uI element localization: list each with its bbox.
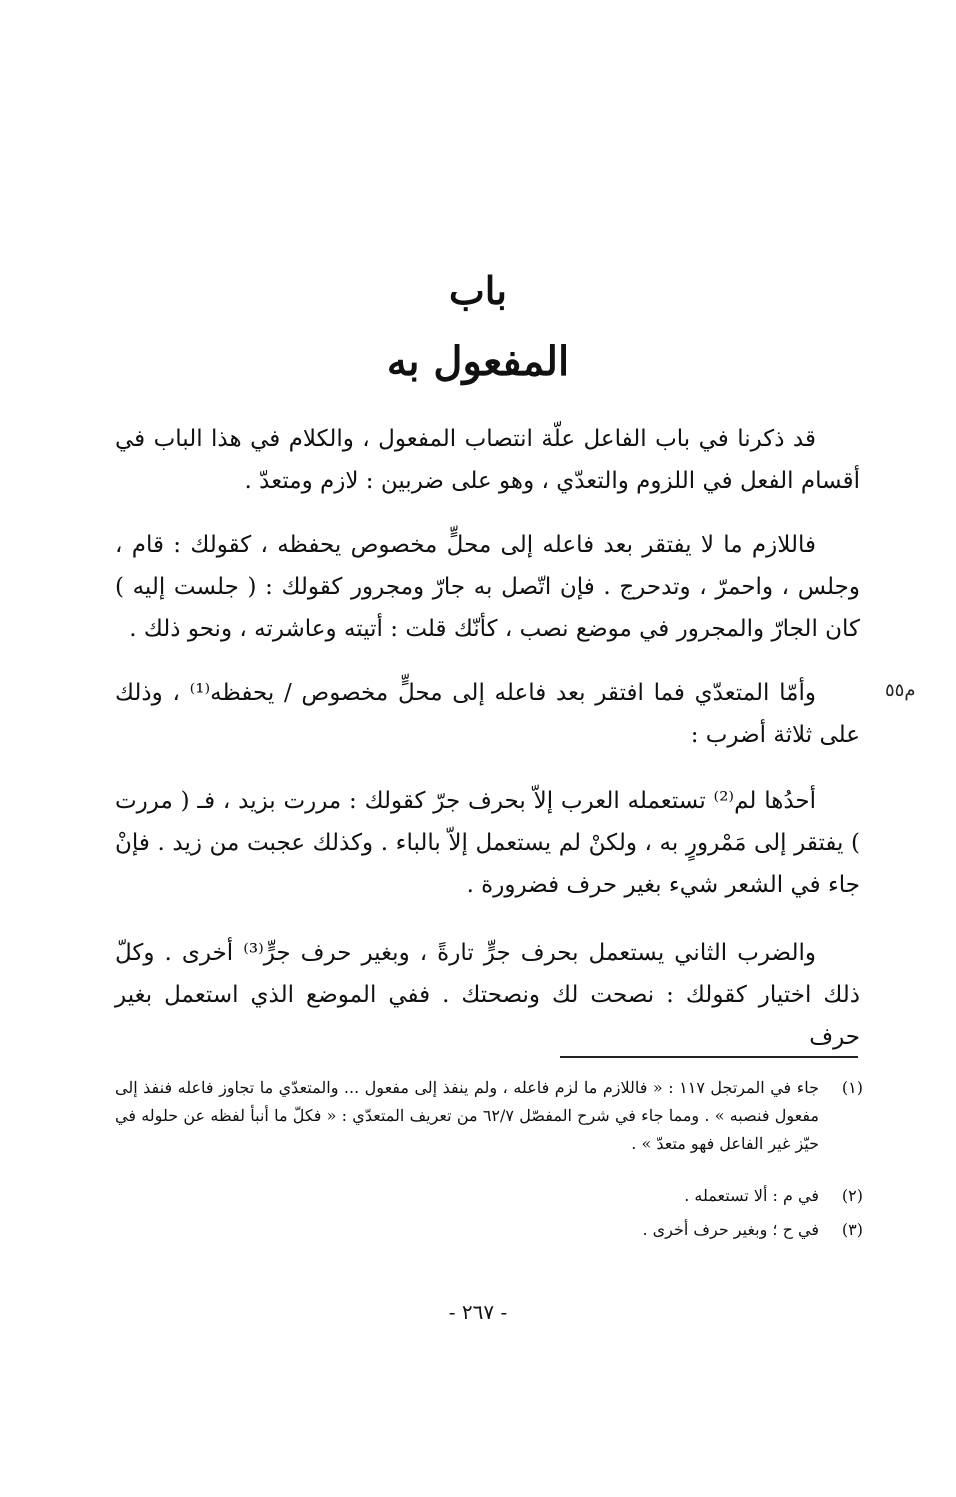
footnote-text: في ح ؛ وبغير حرف أخرى . [642, 1220, 819, 1239]
paragraph-4 [115, 780, 860, 906]
chapter-heading-line1: باب [449, 268, 507, 313]
paragraph-1-text: قد ذكرنا في باب الفاعل علّة انتصاب المفعول ، والكلام في هذا الباب في أقسام الفعل في اللزوم والتعدّي ، وهو على ضربين : لازم ومتعدّ . [115, 426, 860, 494]
manuscript-margin-note: م٥٥ [885, 680, 916, 701]
chapter-heading-line2: المفعول به [386, 338, 570, 385]
footnote-text: جاء في المرتجل ١١٧ : « فاللازم ما لزم فاعله ، ولم ينفذ إلى مفعول ... والمتعدّي ما تجاوز فاعله فنفذ إلى مفعول فنصبه » . ومما جاء في شرح المفصّل ٦٢/٧ من تعريف المتعدّي : « فكلّ ما أنبأ لفظه عن حلوله في حيّز غير الفاعل فهو متعدّ » . [115, 1078, 819, 1153]
footnote-2 [115, 1182, 863, 1210]
paragraph-3-text: وأمّا المتعدّي فما افتقر بعد فاعله إلى محلٍّ مخصوص / يحفظه⁽¹⁾ ، وذلك على ثلاثة أضرب : [115, 680, 860, 748]
paragraph-5 [115, 932, 860, 1058]
footnote-text: في م : ألا تستعمله . [684, 1186, 819, 1205]
footnote-number: (٢) [841, 1186, 863, 1205]
footnote-number: (٣) [841, 1220, 863, 1239]
footnote-number: (١) [841, 1078, 863, 1097]
paragraph-4-text: أحدُها لم⁽²⁾ تستعمله العرب إلاّ بحرف جرّ كقولك : مررت بزيد ، فـ ( مررت ) يفتقر إلى مَمْرورٍ به ، ولكنْ لم يستعمل إلاّ بالباء . وكذلك عجبت من زيد . فإنْ جاء في الشعر شيء بغير حرف فضرورة . [115, 788, 860, 898]
paragraph-1 [115, 418, 860, 502]
page-number: - ٢٦٧ - [448, 1300, 508, 1324]
footnote-separator [560, 1056, 858, 1058]
paragraph-2 [115, 524, 860, 650]
footnote-3 [115, 1216, 863, 1244]
footnote-1 [115, 1074, 863, 1158]
paragraph-5-text: والضرب الثاني يستعمل بحرف جرٍّ تارةً ، وبغير حرف جرٍّ⁽³⁾ أخرى . وكلّ ذلك اختيار كقولك : نصحت لك ونصحتك . ففي الموضع الذي استعمل بغير حرف [115, 940, 860, 1050]
paragraph-3 [115, 672, 860, 756]
paragraph-2-text: فاللازم ما لا يفتقر بعد فاعله إلى محلٍّ مخصوص يحفظه ، كقولك : قام ، وجلس ، واحمرّ ، وتدحرج . فإن اتّصل به جارّ ومجرور كقولك : ( جلست إليه ) كان الجارّ والمجرور في موضع نصب ، كأنّك قلت : أتيته وعاشرته ، ونحو ذلك . [115, 532, 860, 642]
